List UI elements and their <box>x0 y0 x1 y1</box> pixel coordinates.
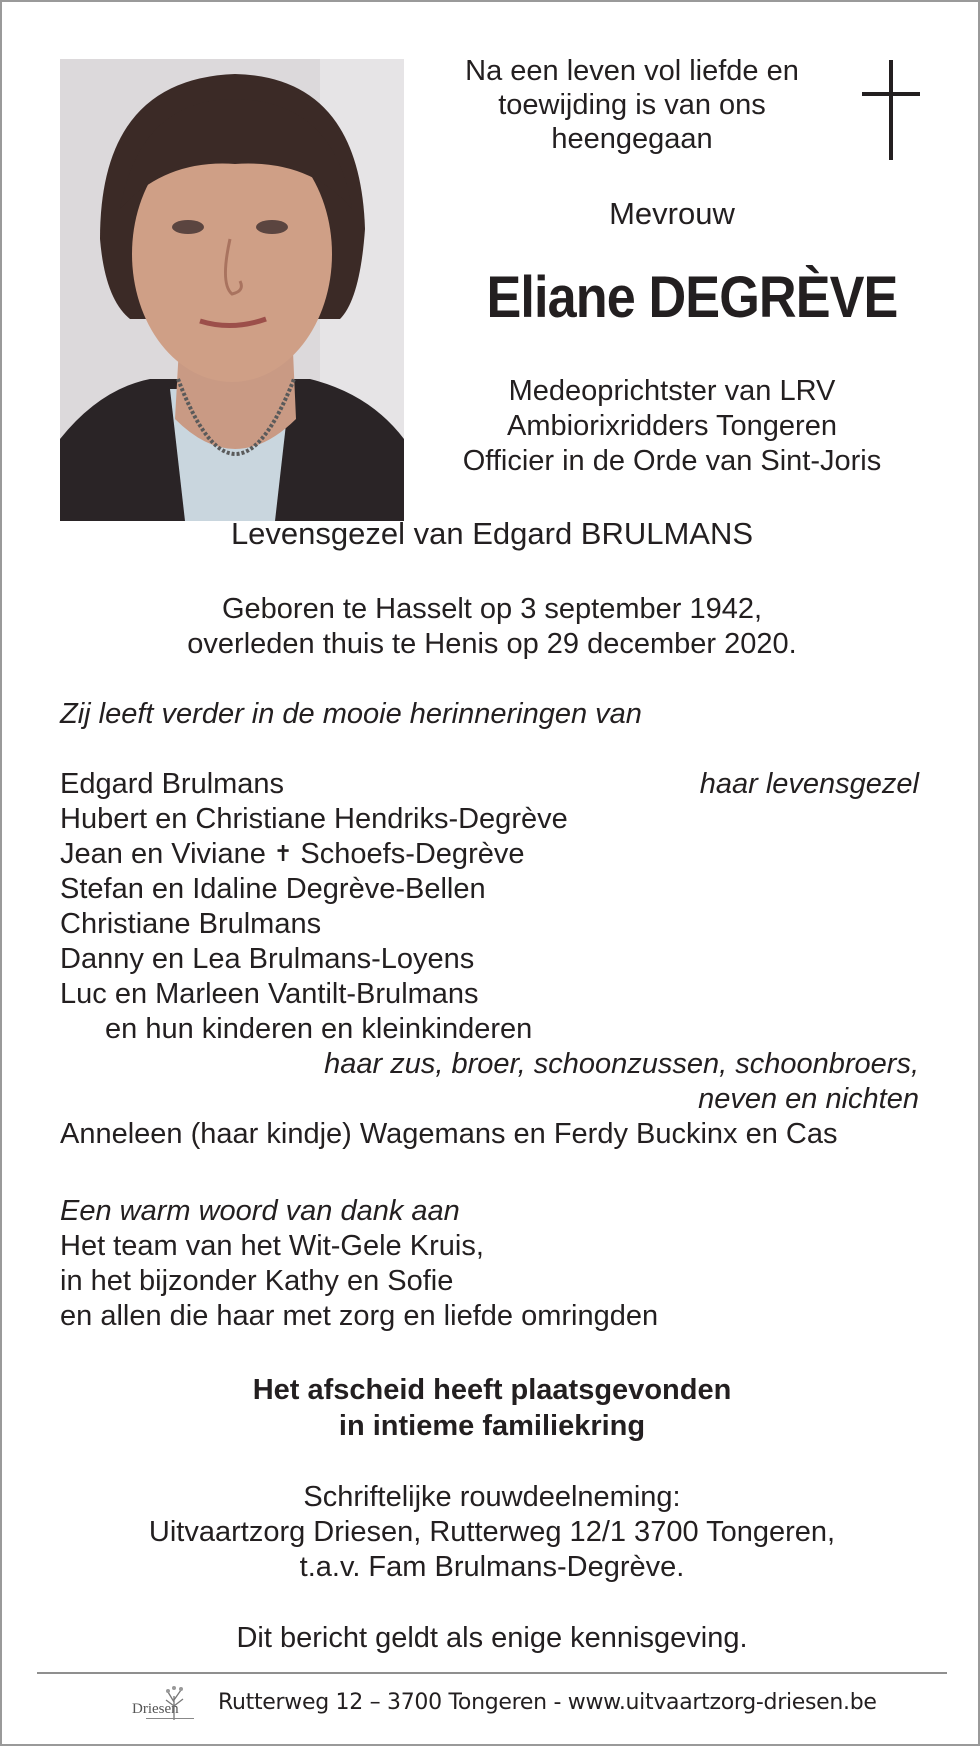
role-line: Ambiorixridders Tongeren <box>507 410 837 442</box>
role-line: Officier in de Orde van Sint-Joris <box>462 445 882 477</box>
thanks-section <box>60 1194 658 1334</box>
survivor-row <box>60 838 524 871</box>
thanks-line: in het bijzonder Kathy en Sofie <box>60 1265 454 1297</box>
intro-text <box>422 54 842 156</box>
survivor-row: Hubert en Christiane Hendriks-Degrève <box>60 803 568 835</box>
intro-line: Na een leven vol liefde en <box>465 55 799 87</box>
survivor-name: Jean en Viviane <box>60 838 266 870</box>
footer-divider <box>37 1672 947 1674</box>
intro-line: toewijding is van ons <box>498 89 766 121</box>
honorific: Mevrouw <box>609 196 735 231</box>
farewell-line: in intieme familiekring <box>338 1410 646 1442</box>
survivor-role: neven en nichten <box>698 1083 919 1115</box>
condolence-address <box>2 1480 980 1585</box>
thanks-line: en allen die haar met zorg en liefde omringden <box>60 1300 659 1332</box>
thanks-line: Het team van het Wit-Gele Kruis, <box>60 1230 484 1262</box>
survivor-row: en hun kinderen en kleinkinderen <box>105 1013 533 1045</box>
portrait-photo <box>60 59 404 521</box>
death-line: overleden thuis te Henis op 29 december 2020. <box>187 628 797 660</box>
portrait-illustration <box>60 59 404 521</box>
thanks-heading: Een warm woord van dank aan <box>60 1195 460 1227</box>
role-line: Medeoprichtster van LRV <box>508 375 836 407</box>
latin-cross-icon <box>862 60 920 160</box>
survivor-row: Edgard Brulmans <box>60 768 285 800</box>
partner-line: Levensgezel van Edgard BRULMANS <box>230 516 754 551</box>
footer-address: Rutterweg 12 – 3700 Tongeren - www.uitvaartzorg-driesen.be <box>218 1690 877 1715</box>
survivor-row: Stefan en Idaline Degrève-Bellen <box>60 873 486 905</box>
survivor-row: Danny en Lea Brulmans-Loyens <box>60 943 475 975</box>
letters-line: Uitvaartzorg Driesen, Rutterweg 12/1 3700 Tongeren, <box>148 1516 836 1548</box>
survivor-row: Christiane Brulmans <box>60 908 322 940</box>
logo-text: Driesen <box>132 1701 179 1717</box>
survivors-heading: Zij leeft verder in de mooie herinneringen van <box>60 698 642 730</box>
survivor-row: Luc en Marleen Vantilt-Brulmans <box>60 978 479 1010</box>
letters-line: t.a.v. Fam Brulmans-Degrève. <box>299 1551 685 1583</box>
notice-line: Dit bericht geldt als enige kennisgeving. <box>236 1622 748 1654</box>
farewell-line: Het afscheid heeft plaatsgevonden <box>252 1374 732 1406</box>
tree-logo-icon <box>132 1680 200 1724</box>
roles <box>422 374 922 479</box>
survivor-row: Anneleen (haar kindje) Wagemans en Ferdy Buckinx en Cas <box>60 1118 838 1150</box>
dates <box>2 592 980 662</box>
birth-line: Geboren te Hasselt op 3 september 1942, <box>221 593 763 625</box>
survivor-role: haar levensgezel <box>699 768 919 800</box>
letters-line: Schriftelijke rouwdeelneming: <box>303 1481 681 1513</box>
survivor-role: haar zus, broer, schoonzussen, schoonbroers, <box>324 1048 919 1080</box>
farewell-notice <box>2 1372 980 1444</box>
small-cross-icon: ✝ <box>273 841 293 866</box>
intro-line: heengegaan <box>551 123 713 155</box>
deceased-name: Eliane DEGRÈVE <box>486 265 898 330</box>
survivor-name: Schoefs-Degrève <box>300 838 525 870</box>
